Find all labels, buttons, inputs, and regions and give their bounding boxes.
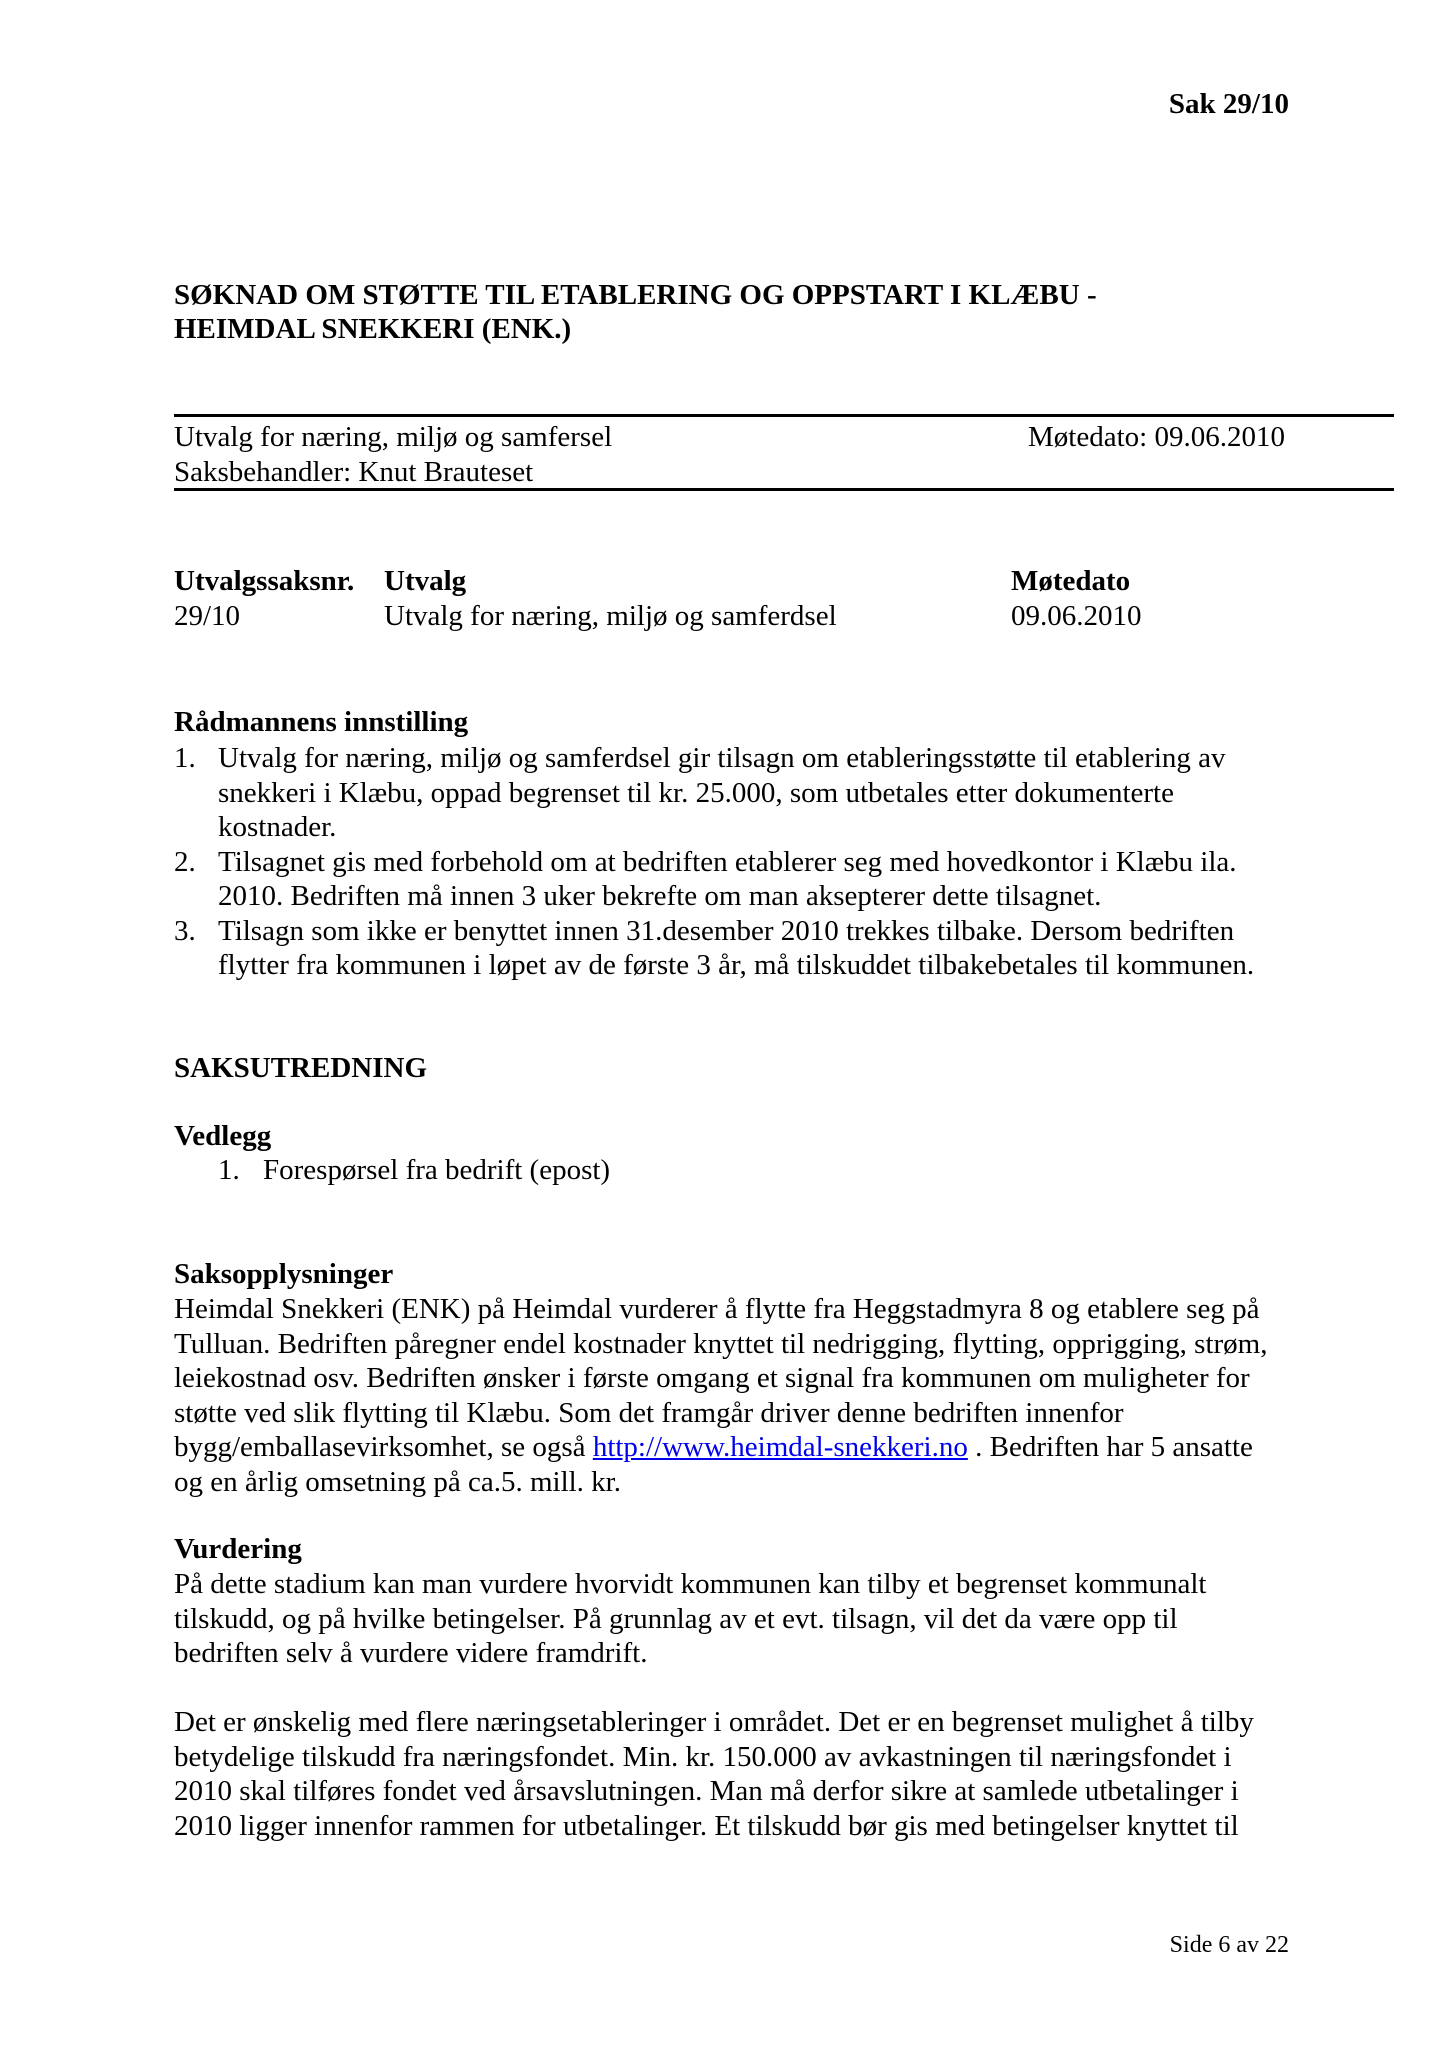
list-item-line: snekkeri i Klæbu, oppad begrenset til kr. 25.000, som utbetales etter dokumenterte xyxy=(218,776,1174,809)
attachment-number: 1. xyxy=(218,1154,240,1186)
top-rule xyxy=(174,414,1394,417)
assessment-paragraph-1 xyxy=(174,1567,1394,1671)
paragraph-line: støtte ved slik flytting til Klæbu. Som det framgår driver denne bedriften innenfor xyxy=(174,1396,1124,1429)
recommendation-list xyxy=(174,741,1394,983)
list-item-line: 2010. Bedriften må innen 3 uker bekrefte om man aksepterer dette tilsagnet. xyxy=(218,880,1102,912)
paragraph-line: betydelige tilskudd fra næringsfondet. Min. kr. 150.000 av avkastningen til næringsfondet i xyxy=(174,1740,1232,1773)
meeting-date: Møtedato: 09.06.2010 xyxy=(1028,421,1285,453)
case-officer: Saksbehandler: Knut Brauteset xyxy=(174,456,534,488)
case-table-cell-date: 09.06.2010 xyxy=(1011,600,1142,632)
bottom-rule xyxy=(174,488,1394,491)
case-table-cell-committee: Utvalg for næring, miljø og samferdsel xyxy=(384,600,837,632)
page-number: Side 6 av 22 xyxy=(1169,1932,1289,1958)
list-item xyxy=(174,741,1394,845)
case-table-header-number: Utvalgssaksnr. xyxy=(174,565,355,597)
attachment-item: Forespørsel fra bedrift (epost) xyxy=(263,1154,611,1186)
list-item-line: Tilsagn som ikke er benyttet innen 31.desember 2010 trekkes tilbake. Dersom bedriften xyxy=(218,914,1235,947)
case-info-heading: Saksopplysninger xyxy=(174,1258,394,1290)
committee-name: Utvalg for næring, miljø og samfersel xyxy=(174,421,613,453)
list-item xyxy=(174,914,1394,983)
list-item-number: 1. xyxy=(174,742,196,774)
case-table-cell-number: 29/10 xyxy=(174,600,241,632)
assessment-heading: Vurdering xyxy=(174,1533,302,1565)
attachments-heading: Vedlegg xyxy=(174,1120,272,1152)
paragraph-line: Det er ønskelig med flere næringsetableringer i området. Det er en begrenset mulighet å tilby xyxy=(174,1706,1254,1738)
document-title-line-1: SØKNAD OM STØTTE TIL ETABLERING OG OPPSTART I KLÆBU - xyxy=(174,279,1097,311)
paragraph-line: Tulluan. Bedriften påregner endel kostnader knyttet til nedrigging, flytting, opprigging, strøm, xyxy=(174,1327,1268,1360)
list-item-number: 2. xyxy=(174,845,196,878)
paragraph-line: Heimdal Snekkeri (ENK) på Heimdal vurderer å flytte fra Heggstadmyra 8 og etablere seg på xyxy=(174,1293,1260,1325)
paragraph-line: bedriften selv å vurdere videre framdrift. xyxy=(174,1637,648,1669)
paragraph-text: . Bedriften har 5 ansatte xyxy=(967,1431,1253,1463)
case-info-paragraph xyxy=(174,1292,1394,1499)
list-item-line: Utvalg for næring, miljø og samferdsel gir tilsagn om etableringsstøtte til etablering av xyxy=(218,742,1226,774)
paragraph-line: leiekostnad osv. Bedriften ønsker i første omgang et signal fra kommunen om muligheter for xyxy=(174,1362,1250,1394)
paragraph-text: bygg/emballasevirksomhet, se også xyxy=(174,1431,593,1463)
case-table-header-date: Møtedato xyxy=(1011,565,1131,597)
list-item-line: Tilsagnet gis med forbehold om at bedriften etablerer seg med hovedkontor i Klæbu ila. xyxy=(218,845,1237,878)
paragraph-line: 2010 skal tilføres fondet ved årsavslutningen. Man må derfor sikre at samlede utbetalinger i xyxy=(174,1775,1239,1807)
paragraph-line: og en årlig omsetning på ca.5. mill. kr. xyxy=(174,1465,621,1498)
paragraph-line: tilskudd, og på hvilke betingelser. På grunnlag av et evt. tilsagn, vil det da være opp til xyxy=(174,1602,1178,1635)
recommendation-heading: Rådmannens innstilling xyxy=(174,706,469,738)
list-item-line: kostnader. xyxy=(218,811,337,843)
company-website-link[interactable]: http://www.heimdal-snekkeri.no xyxy=(592,1431,968,1463)
list-item-number: 3. xyxy=(174,914,196,947)
list-item xyxy=(174,845,1394,914)
case-table-header-committee: Utvalg xyxy=(384,565,467,597)
saksutredning-heading: SAKSUTREDNING xyxy=(174,1052,427,1084)
paragraph-line: 2010 ligger innenfor rammen for utbetalinger. Et tilskudd bør gis med betingelser knyttet til xyxy=(174,1809,1239,1842)
paragraph-line-with-link xyxy=(174,1430,1394,1465)
assessment-paragraph-2 xyxy=(174,1705,1394,1843)
case-reference: Sak 29/10 xyxy=(1168,88,1289,120)
list-item-line: flytter fra kommunen i løpet av de første 3 år, må tilskuddet tilbakebetales til kommunen. xyxy=(218,949,1255,981)
document-title-line-2: HEIMDAL SNEKKERI (ENK.) xyxy=(174,313,572,345)
paragraph-line: På dette stadium kan man vurdere hvorvidt kommunen kan tilby et begrenset kommunalt xyxy=(174,1568,1207,1600)
